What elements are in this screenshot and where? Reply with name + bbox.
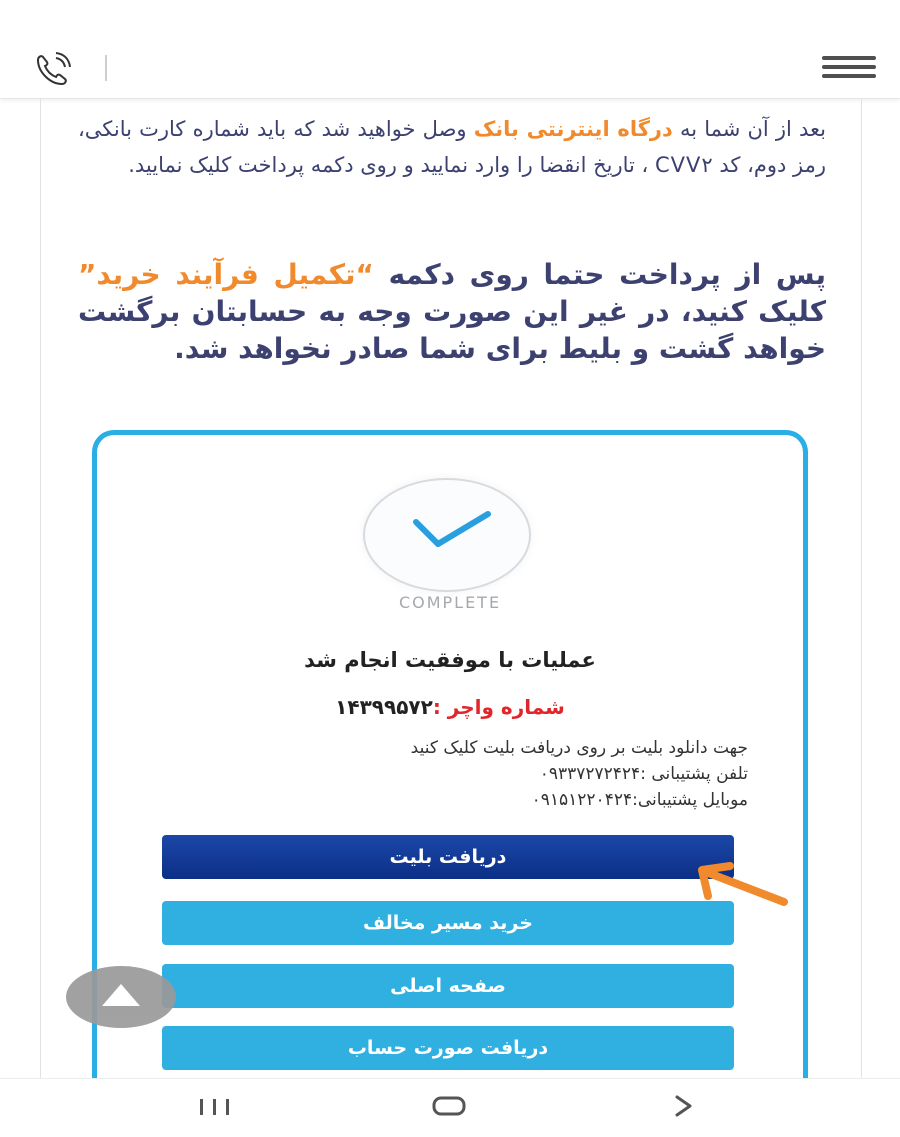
voucher-label: شماره واچر : [432, 695, 565, 719]
download-hint: جهت دانلود بلیت بر روی دریافت بلیت کلیک کنید [410, 738, 748, 758]
top-bar [0, 0, 900, 99]
recent-apps-icon[interactable] [198, 1098, 232, 1116]
complete-purchase-highlight: “تکمیل فرآیند خرید” [78, 258, 374, 291]
article-paragraph-1 [78, 112, 826, 183]
para1-before: بعد از آن شما به [672, 117, 827, 141]
hamburger-menu-icon[interactable] [822, 56, 876, 82]
phone-call-icon[interactable] [32, 52, 74, 86]
voucher-value: ۱۴۳۹۹۵۷۲ [335, 695, 433, 719]
success-title: عملیات با موفقیت انجام شد [304, 648, 596, 672]
voucher-number [200, 695, 700, 719]
back-icon[interactable] [673, 1094, 695, 1118]
para1-after: وصل خواهید شد که باید شماره کارت بانکی، رمز دوم، کد CVV۲ ، تاریخ انقضا را وارد نمایید و روی دکمه پرداخت کلیک نمایید. [78, 117, 826, 177]
get-ticket-button[interactable]: دریافت بلیت [162, 835, 734, 879]
home-page-button[interactable]: صفحه اصلی [162, 964, 734, 1008]
up-triangle-icon [100, 982, 142, 1008]
top-divider [105, 55, 107, 81]
complete-status-label: COMPLETE [398, 593, 502, 612]
support-mobile: موبایل پشتیبانی:۰۹۱۵۱۲۲۰۴۲۴ [531, 790, 748, 810]
get-invoice-button[interactable]: دریافت صورت حساب [162, 1026, 734, 1070]
reverse-route-button[interactable]: خرید مسیر مخالف [162, 901, 734, 945]
article-paragraph-2 [78, 256, 826, 367]
scroll-to-top-button[interactable] [66, 966, 176, 1028]
bank-gateway-highlight: درگاه اینترنتی بانک [473, 117, 673, 141]
checkmark-icon [412, 508, 492, 552]
para2-before: پس از پرداخت حتما روی دکمه [373, 258, 826, 291]
orange-arrow-icon [694, 862, 790, 910]
para2-after: کلیک کنید، در غیر این صورت وجه به حسابتان برگشت خواهد گشت و بلیط برای شما صادر نخواهد شد. [78, 295, 826, 365]
support-phone: تلفن پشتیبانی :۰۹۳۳۷۲۷۲۴۲۴ [539, 764, 748, 784]
home-icon[interactable] [432, 1096, 466, 1116]
